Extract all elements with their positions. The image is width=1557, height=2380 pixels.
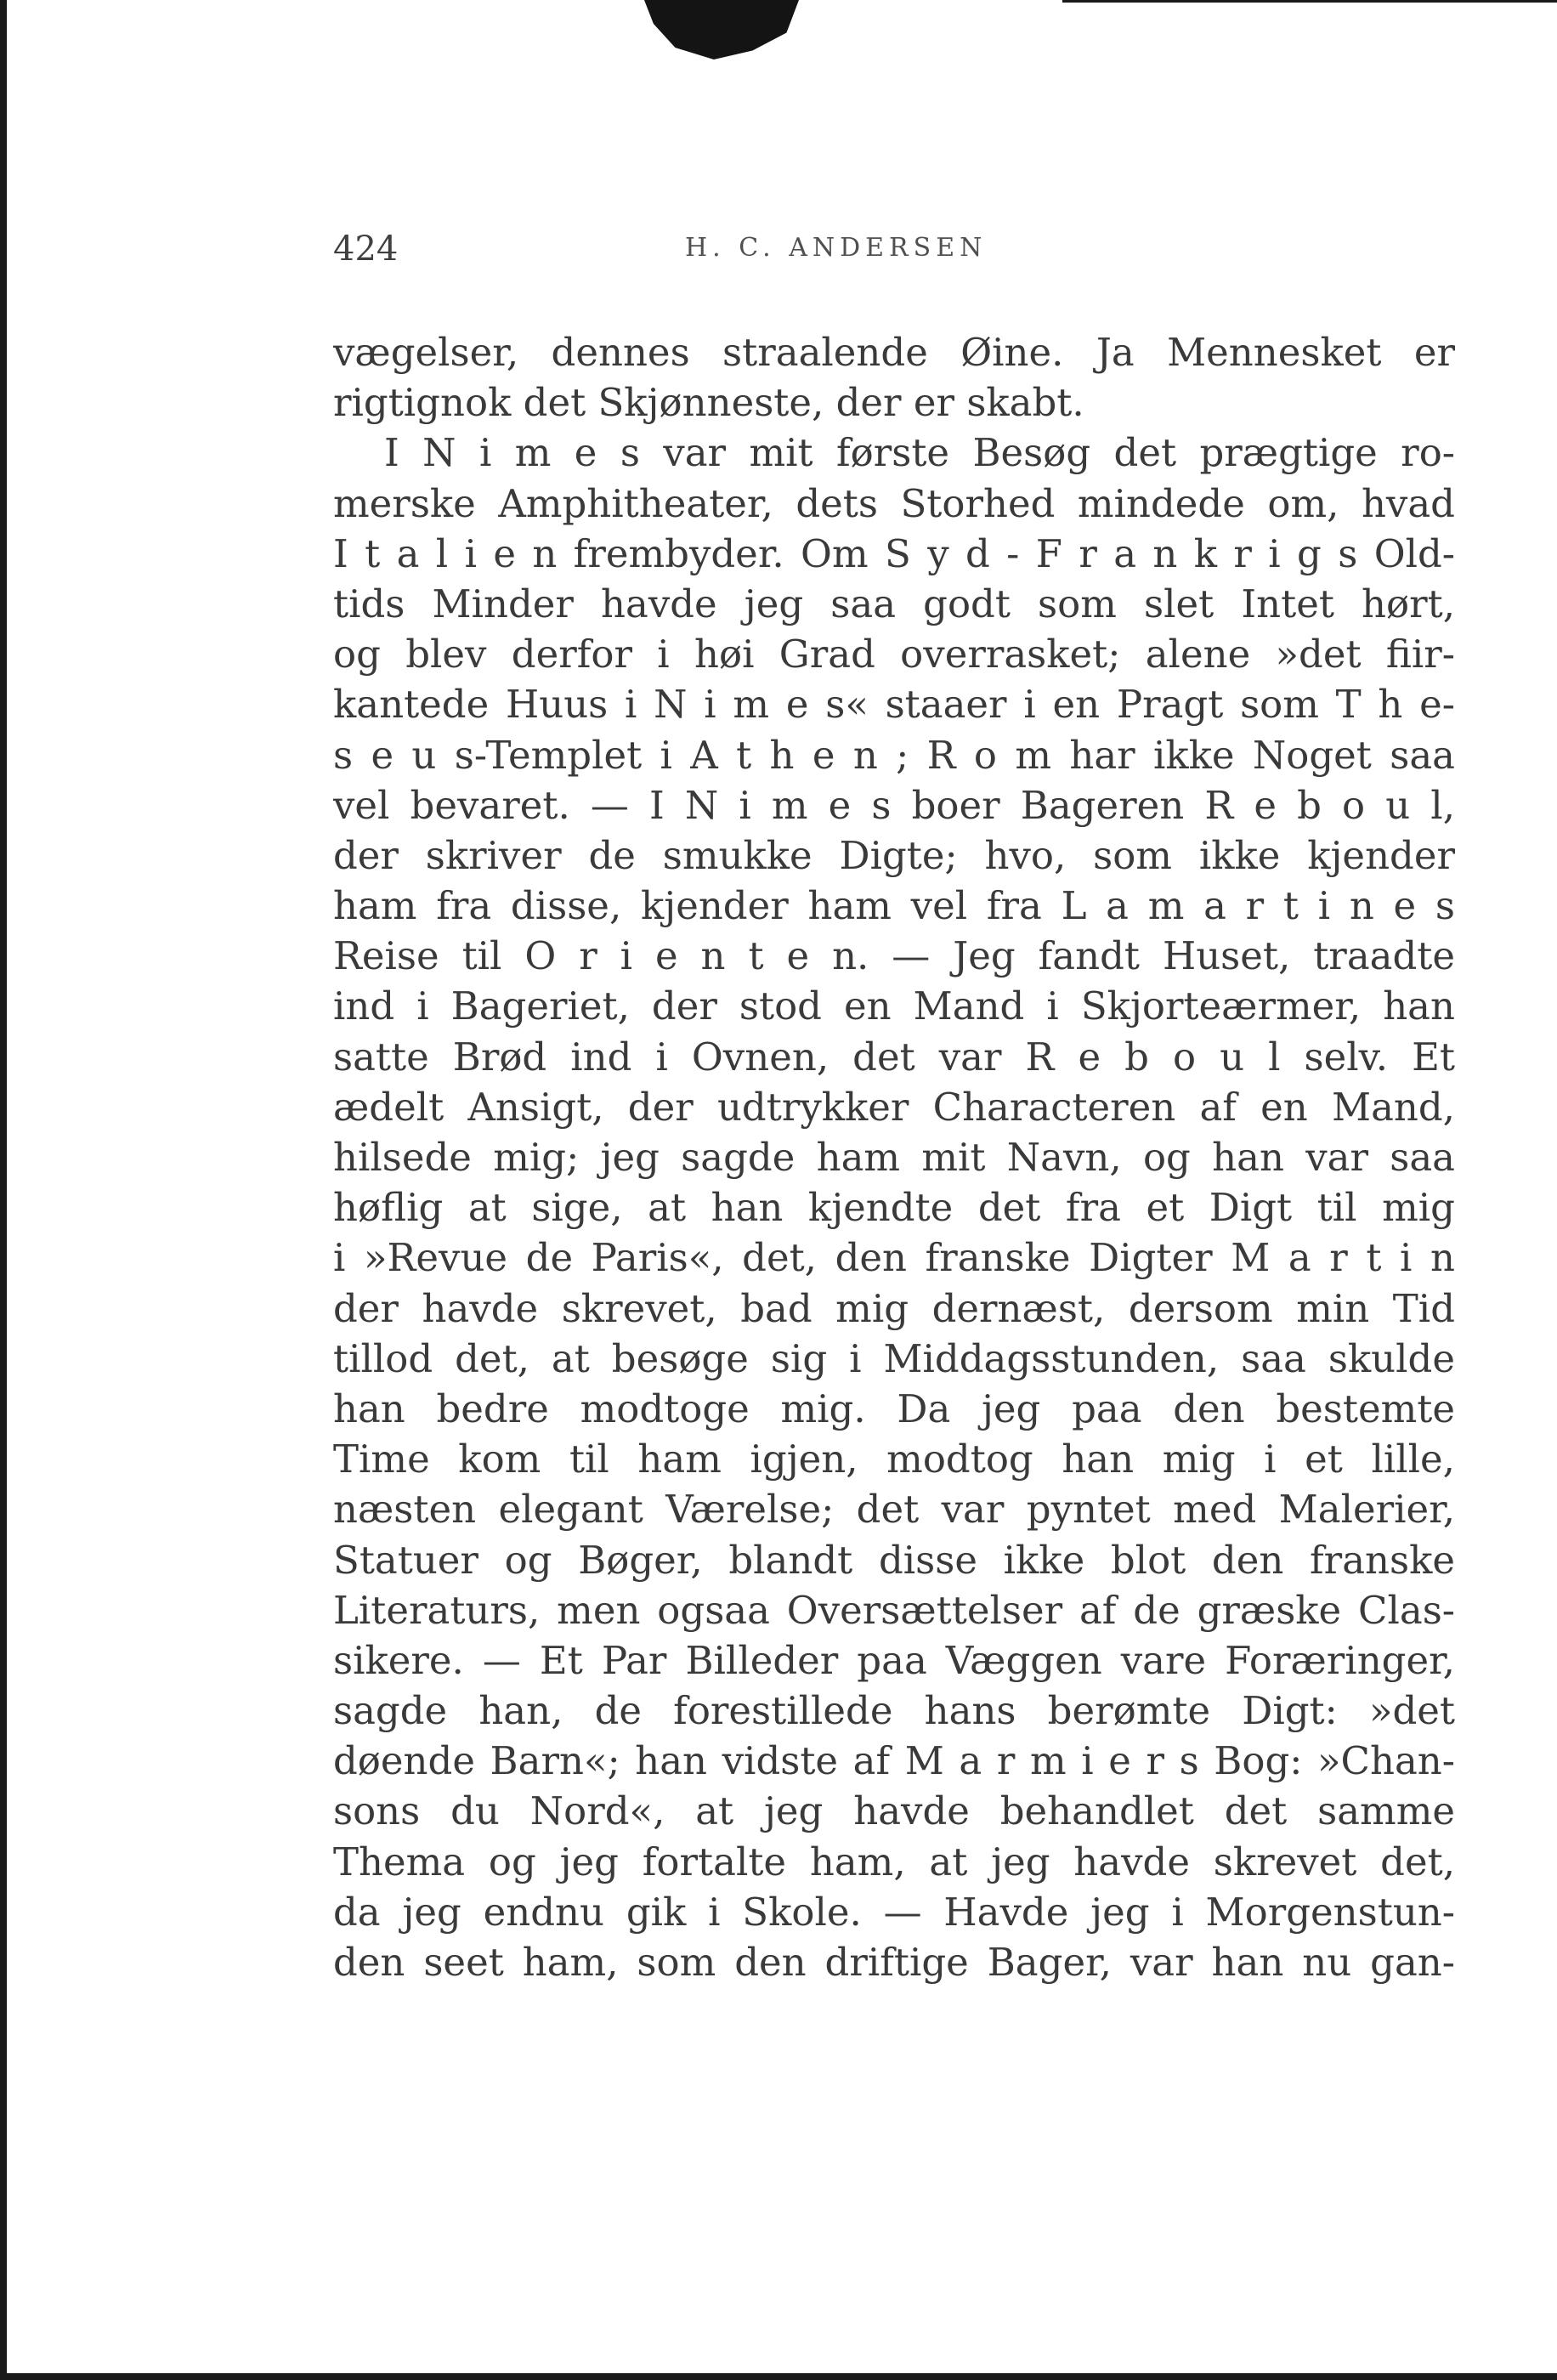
text-line: der havde skrevet, bad mig dernæst, dersom min Tid (333, 1285, 1455, 1331)
text-line: sikere. — Et Par Billeder paa Væggen vare Foræringer, (333, 1637, 1455, 1683)
scan-border-bottom (0, 2373, 1557, 2380)
text-line: tillod det, at besøge sig i Middagsstunden, saa skulde (333, 1335, 1455, 1381)
text-line: hilsede mig; jeg sagde ham mit Navn, og han var saa (333, 1135, 1455, 1180)
text-line: merske Amphitheater, dets Storhed mindede om, hvad (333, 480, 1455, 526)
text-line: i »Revue de Paris«, det, den franske Digter M a r t i n (333, 1235, 1455, 1281)
text-line: vel bevaret. — I N i m e s boer Bageren R e b o u l, (333, 782, 1455, 828)
text-line: døende Barn«; han vidste af M a r m i e r s Bog: »Chan- (333, 1738, 1455, 1784)
scan-border-top (1062, 0, 1557, 3)
text-line: han bedre modtoge mig. Da jeg paa den bestemte (333, 1386, 1455, 1431)
page-number: 424 (333, 230, 399, 269)
running-head (333, 230, 1183, 280)
text-line: da jeg endnu gik i Skole. — Havde jeg i Morgenstun- (333, 1889, 1455, 1935)
text-line: s e u s-Templet i A t h e n ; R o m har ikke Noget saa (333, 732, 1455, 778)
text-line: den seet ham, som den driftige Bager, var han nu gan- (333, 1940, 1455, 1985)
text-line: høflig at sige, at han kjendte det fra et Digt til mig (333, 1185, 1455, 1231)
text-line: næsten elegant Værelse; det var pyntet med Malerier, (333, 1487, 1455, 1533)
scan-clip-mark (644, 0, 799, 60)
text-line: ædelt Ansigt, der udtrykker Characteren af en Mand, (333, 1084, 1455, 1130)
text-line: rigtignok det Skjønneste, der er skabt. (333, 380, 1084, 426)
text-line: ham fra disse, kjender ham vel fra L a m a r t i n e s (333, 883, 1455, 929)
text-line: vægelser, dennes straalende Øine. Ja Mennesket er (333, 330, 1455, 375)
text-line: Reise til O r i e n t e n. — Jeg fandt Huset, traadte (333, 933, 1455, 979)
text-line: Time kom til ham igjen, modtog han mig i et lille, (333, 1436, 1455, 1482)
text-line: ind i Bageriet, der stod en Mand i Skjorteærmer, han (333, 983, 1455, 1029)
text-line: sagde han, de forestillede hans berømte Digt: »det (333, 1688, 1455, 1734)
text-line: Literaturs, men ogsaa Oversættelser af de græske Clas- (333, 1587, 1455, 1633)
text-line: sons du Nord«, at jeg havde behandlet det samme (333, 1788, 1455, 1834)
text-line: tids Minder havde jeg saa godt som slet Intet hørt, (333, 581, 1455, 626)
text-line: kantede Huus i N i m e s« staaer i en Pragt som T h e- (333, 682, 1455, 728)
text-line: der skriver de smukke Digte; hvo, som ikke kjender (333, 832, 1455, 878)
running-title: H. C. ANDERSEN (685, 233, 988, 263)
text-line: Statuer og Bøger, blandt disse ikke blot den franske (333, 1537, 1455, 1583)
text-line: I N i m e s var mit første Besøg det prægtige ro- (384, 430, 1455, 476)
text-line: I t a l i e n frembyder. Om S y d - F r a n k r i g s Old- (333, 530, 1455, 576)
text-line: og blev derfor i høi Grad overrasket; alene »det fiir- (333, 632, 1455, 677)
scan-border-left (0, 0, 7, 2380)
text-line: satte Brød ind i Ovnen, det var R e b o u l selv. Et (333, 1034, 1455, 1080)
text-line: Thema og jeg fortalte ham, at jeg havde skrevet det, (333, 1839, 1455, 1884)
body-text (333, 327, 1455, 1987)
